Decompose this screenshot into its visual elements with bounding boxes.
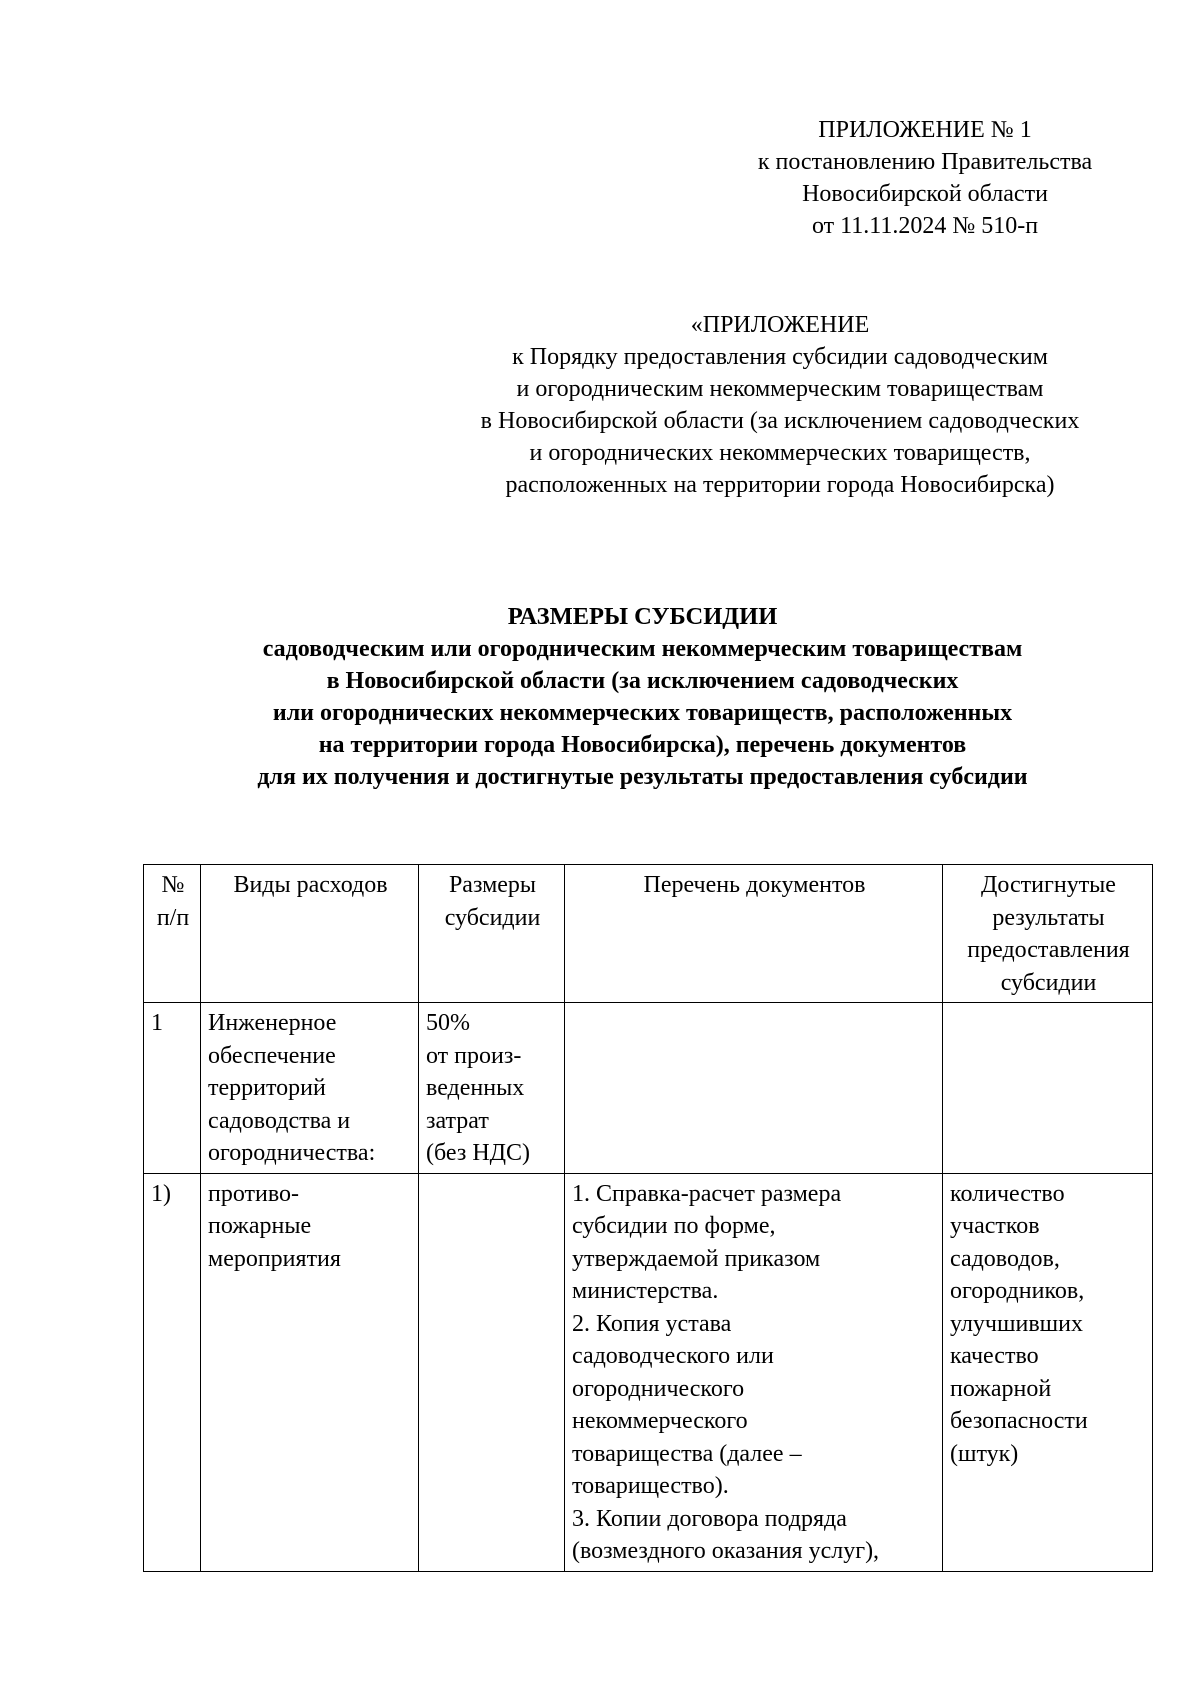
appendix-order-line: и огороднических некоммерческих товариществ, [529,440,1031,466]
header-number [144,865,201,1003]
cell-documents [565,1003,943,1174]
appendix-header-line: от 11.11.2024 № 510-п [811,213,1039,239]
header-line: Размеры [448,872,537,898]
title-main: РАЗМЕРЫ СУБСИДИИ [507,603,778,630]
title-subtitle-line: или огороднических некоммерческих товариществ, расположенных [272,700,1013,726]
cell-line: пожарной [950,1375,1052,1402]
cell-line: 50% [426,1010,470,1036]
table-header-row [144,865,1153,1003]
cell-subsidy-size [419,1003,565,1174]
cell-line: противо- [208,1180,300,1207]
cell-number [144,1003,201,1174]
cell-line: участков [950,1213,1040,1239]
table-row [144,1173,1153,1571]
subsidy-table [143,864,1153,1572]
cell-line: Инженерное [208,1010,337,1036]
cell-results [943,1003,1153,1174]
header-line: субсидии [1000,969,1097,996]
cell-line: 1) [151,1180,171,1207]
header-results [943,865,1153,1003]
cell-results [943,1173,1153,1571]
appendix-header [690,114,1160,242]
cell-line: пожарные [208,1213,312,1239]
cell-line: улучшивших [950,1310,1083,1337]
appendix-order-line: и огородническим некоммерческим товариществам [516,376,1044,402]
header-subsidy-size [419,865,565,1003]
title-subtitle-line: для их получения и достигнутые результаты предоставления субсидии [257,764,1028,790]
cell-line: (штук) [950,1440,1019,1467]
header-line: результаты [992,904,1105,931]
appendix-header-line: ПРИЛОЖЕНИЕ № 1 [818,117,1032,143]
header-line: № [161,872,185,898]
appendix-order-line: «ПРИЛОЖЕНИЕ [690,312,870,338]
cell-line: (возмездного оказания услуг), [572,1538,880,1564]
cell-line: утверждаемой приказом [572,1245,821,1272]
header-line: субсидии [444,904,541,931]
cell-number [144,1173,201,1571]
cell-documents [565,1173,943,1571]
title-subtitle-line: на территории города Новосибирска), перечень документов [318,732,967,758]
cell-line: безопасности [950,1408,1088,1434]
cell-line: товарищество). [572,1473,729,1499]
cell-line: товарищества (далее – [572,1440,802,1467]
cell-line: мероприятия [208,1245,341,1272]
cell-line: огороднического [572,1375,745,1402]
cell-expense-type [201,1003,419,1174]
appendix-order-line: в Новосибирской области (за исключением садоводческих [480,408,1080,434]
cell-subsidy-size [419,1173,565,1571]
cell-line: 2. Копия устава [572,1310,732,1337]
cell-line: 1 [151,1010,163,1036]
header-line: Достигнутые [981,872,1116,898]
appendix-order-line: расположенных на территории города Новосибирска) [505,472,1055,498]
header-expense-type [201,865,419,1003]
header-line: Виды расходов [233,872,388,898]
document-title [60,601,1200,793]
cell-expense-type [201,1173,419,1571]
cell-line: некоммерческого [572,1408,748,1434]
cell-line: 3. Копии договора подряда [572,1505,847,1532]
appendix-to-order [420,309,1140,501]
cell-line: садоводства и [208,1107,351,1134]
cell-line: качество [950,1343,1039,1369]
cell-line: субсидии по форме, [572,1213,776,1239]
cell-line: территорий [208,1075,326,1101]
title-subtitle-line: садоводческим или огородническим некоммерческим товариществам [262,636,1023,662]
cell-line: количество [950,1180,1065,1207]
cell-line: министерства. [572,1278,719,1304]
cell-line: 1. Справка-расчет размера [572,1180,842,1207]
header-line: Перечень документов [643,872,866,898]
table-row [144,1003,1153,1174]
cell-line: веденных [426,1075,525,1101]
appendix-header-line: к постановлению Правительства [757,149,1093,175]
header-documents [565,865,943,1003]
header-line: предоставления [967,937,1130,963]
appendix-order-line: к Порядку предоставления субсидии садоводческим [512,344,1048,370]
cell-line: огородничества: [208,1140,376,1166]
header-line: п/п [156,904,190,931]
cell-line: огородников, [950,1278,1085,1304]
cell-line: садоводов, [950,1245,1060,1272]
appendix-header-line: Новосибирской области [802,181,1048,207]
title-subtitle-line: в Новосибирской области (за исключением садоводческих [326,668,959,694]
cell-line: садоводческого или [572,1343,774,1369]
cell-line: затрат [426,1107,489,1134]
cell-line: (без НДС) [426,1140,531,1166]
cell-line: от произ- [426,1042,522,1069]
cell-line: обеспечение [208,1042,336,1069]
